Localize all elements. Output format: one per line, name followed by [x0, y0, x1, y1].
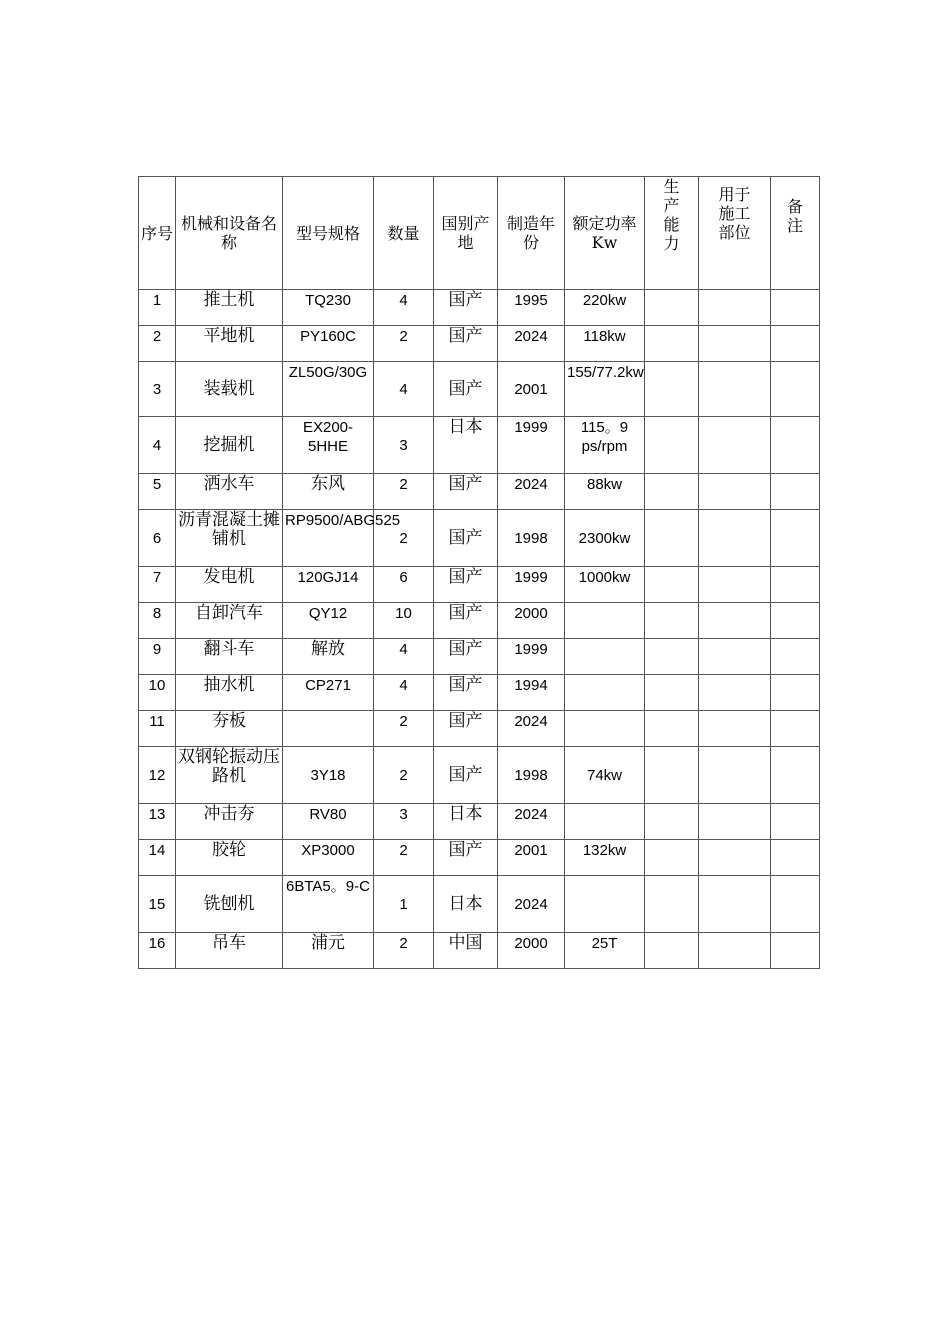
cell-usage — [699, 567, 771, 603]
table-row — [139, 711, 820, 747]
header-cell-index: 序号 — [139, 177, 176, 290]
cell-power: 115。9 ps/rpm — [565, 417, 645, 474]
cell-remarks — [771, 510, 820, 567]
table-row — [139, 417, 820, 474]
cell-index: 8 — [139, 603, 176, 639]
header-cell-power: 额定功率 Kw — [565, 177, 645, 290]
cell-index: 5 — [139, 474, 176, 510]
header-cell-name: 机械和设备名称 — [176, 177, 283, 290]
cell-usage — [699, 362, 771, 417]
cell-year: 1998 — [498, 747, 565, 804]
cell-name: 自卸汽车 — [176, 603, 283, 639]
cell-remarks — [771, 804, 820, 840]
cell-model: EX200-5HHE — [283, 417, 374, 474]
cell-name: 沥青混凝土摊铺机 — [176, 510, 283, 567]
header-cell-model: 型号规格 — [283, 177, 374, 290]
cell-usage — [699, 711, 771, 747]
cell-remarks — [771, 603, 820, 639]
cell-power: 74kw — [565, 747, 645, 804]
cell-usage — [699, 933, 771, 969]
cell-name: 冲击夯 — [176, 804, 283, 840]
table-row — [139, 747, 820, 804]
cell-year: 2000 — [498, 933, 565, 969]
cell-usage — [699, 326, 771, 362]
cell-power — [565, 804, 645, 840]
cell-quantity: 4 — [374, 362, 434, 417]
table-row — [139, 510, 820, 567]
cell-name: 平地机 — [176, 326, 283, 362]
table-row — [139, 675, 820, 711]
table-row — [139, 326, 820, 362]
cell-quantity: 2 — [374, 474, 434, 510]
cell-power: 118kw — [565, 326, 645, 362]
cell-model: 解放 — [283, 639, 374, 675]
cell-capacity — [645, 362, 699, 417]
cell-index: 6 — [139, 510, 176, 567]
cell-name: 挖掘机 — [176, 417, 283, 474]
table-row — [139, 362, 820, 417]
cell-capacity — [645, 933, 699, 969]
cell-year: 2001 — [498, 840, 565, 876]
cell-capacity — [645, 510, 699, 567]
cell-quantity: 4 — [374, 290, 434, 326]
cell-quantity: 4 — [374, 675, 434, 711]
cell-model: RV80 — [283, 804, 374, 840]
cell-quantity: 2 — [374, 933, 434, 969]
cell-power — [565, 603, 645, 639]
cell-power — [565, 675, 645, 711]
cell-usage — [699, 417, 771, 474]
cell-capacity — [645, 747, 699, 804]
cell-model: CP271 — [283, 675, 374, 711]
cell-year: 1999 — [498, 567, 565, 603]
cell-year: 1994 — [498, 675, 565, 711]
table-row — [139, 290, 820, 326]
cell-origin: 国产 — [434, 711, 498, 747]
header-cell-usage: 用于施工部位 — [699, 177, 771, 290]
cell-capacity — [645, 840, 699, 876]
cell-name: 吊车 — [176, 933, 283, 969]
header-cell-capacity: 生产能力 — [645, 177, 699, 290]
cell-name: 抽水机 — [176, 675, 283, 711]
cell-year: 2024 — [498, 326, 565, 362]
cell-remarks — [771, 747, 820, 804]
header-cell-origin: 国别产地 — [434, 177, 498, 290]
cell-model: 3Y18 — [283, 747, 374, 804]
cell-remarks — [771, 290, 820, 326]
cell-index: 9 — [139, 639, 176, 675]
cell-year: 1995 — [498, 290, 565, 326]
cell-year: 2024 — [498, 804, 565, 840]
cell-origin: 国产 — [434, 675, 498, 711]
cell-quantity: 3 — [374, 417, 434, 474]
cell-remarks — [771, 567, 820, 603]
cell-index: 4 — [139, 417, 176, 474]
cell-remarks — [771, 362, 820, 417]
cell-name: 铣刨机 — [176, 876, 283, 933]
cell-usage — [699, 876, 771, 933]
cell-origin: 国产 — [434, 603, 498, 639]
cell-power: 1000kw — [565, 567, 645, 603]
table-row — [139, 804, 820, 840]
cell-model: RP9500/ABG525 — [283, 510, 374, 567]
cell-origin: 日本 — [434, 804, 498, 840]
cell-index: 3 — [139, 362, 176, 417]
cell-remarks — [771, 326, 820, 362]
cell-year: 2024 — [498, 876, 565, 933]
cell-remarks — [771, 876, 820, 933]
cell-model: 120GJ14 — [283, 567, 374, 603]
cell-capacity — [645, 417, 699, 474]
cell-capacity — [645, 567, 699, 603]
cell-name: 胶轮 — [176, 840, 283, 876]
cell-year: 1999 — [498, 639, 565, 675]
cell-quantity: 2 — [374, 510, 434, 567]
cell-name: 装载机 — [176, 362, 283, 417]
cell-name: 双钢轮振动压路机 — [176, 747, 283, 804]
cell-name: 洒水车 — [176, 474, 283, 510]
table-row — [139, 639, 820, 675]
cell-power: 220kw — [565, 290, 645, 326]
cell-quantity: 2 — [374, 326, 434, 362]
cell-model: 浦元 — [283, 933, 374, 969]
cell-quantity: 6 — [374, 567, 434, 603]
cell-model: 6BTA5。9-C — [283, 876, 374, 933]
cell-capacity — [645, 326, 699, 362]
cell-quantity: 4 — [374, 639, 434, 675]
cell-year: 1998 — [498, 510, 565, 567]
cell-power — [565, 639, 645, 675]
cell-index: 12 — [139, 747, 176, 804]
cell-usage — [699, 840, 771, 876]
cell-usage — [699, 804, 771, 840]
cell-origin: 国产 — [434, 567, 498, 603]
cell-year: 2024 — [498, 711, 565, 747]
cell-index: 7 — [139, 567, 176, 603]
cell-remarks — [771, 474, 820, 510]
cell-name: 推土机 — [176, 290, 283, 326]
cell-usage — [699, 603, 771, 639]
cell-origin: 国产 — [434, 747, 498, 804]
cell-model: TQ230 — [283, 290, 374, 326]
cell-power: 25T — [565, 933, 645, 969]
cell-model: QY12 — [283, 603, 374, 639]
cell-power — [565, 876, 645, 933]
cell-remarks — [771, 711, 820, 747]
cell-index: 11 — [139, 711, 176, 747]
table-row — [139, 567, 820, 603]
table-row — [139, 474, 820, 510]
cell-origin: 日本 — [434, 876, 498, 933]
cell-quantity: 2 — [374, 711, 434, 747]
cell-capacity — [645, 639, 699, 675]
cell-usage — [699, 474, 771, 510]
cell-model: PY160C — [283, 326, 374, 362]
cell-origin: 国产 — [434, 326, 498, 362]
cell-origin: 国产 — [434, 840, 498, 876]
cell-usage — [699, 639, 771, 675]
cell-power: 88kw — [565, 474, 645, 510]
cell-index: 15 — [139, 876, 176, 933]
cell-capacity — [645, 290, 699, 326]
table-row — [139, 840, 820, 876]
cell-remarks — [771, 933, 820, 969]
cell-quantity: 1 — [374, 876, 434, 933]
table-row — [139, 603, 820, 639]
cell-model: XP3000 — [283, 840, 374, 876]
cell-usage — [699, 747, 771, 804]
cell-capacity — [645, 876, 699, 933]
cell-capacity — [645, 711, 699, 747]
table-row — [139, 876, 820, 933]
header-row — [139, 177, 820, 290]
cell-origin: 国产 — [434, 639, 498, 675]
cell-power: 155/77.2kw — [565, 362, 645, 417]
cell-index: 16 — [139, 933, 176, 969]
cell-remarks — [771, 675, 820, 711]
cell-year: 2001 — [498, 362, 565, 417]
cell-index: 2 — [139, 326, 176, 362]
cell-year: 2000 — [498, 603, 565, 639]
cell-remarks — [771, 840, 820, 876]
cell-name: 夯板 — [176, 711, 283, 747]
cell-origin: 国产 — [434, 290, 498, 326]
cell-index: 14 — [139, 840, 176, 876]
cell-quantity: 2 — [374, 840, 434, 876]
cell-origin: 国产 — [434, 510, 498, 567]
cell-year: 1999 — [498, 417, 565, 474]
cell-usage — [699, 675, 771, 711]
cell-model: ZL50G/30G — [283, 362, 374, 417]
cell-usage — [699, 510, 771, 567]
cell-capacity — [645, 474, 699, 510]
cell-quantity: 10 — [374, 603, 434, 639]
cell-index: 13 — [139, 804, 176, 840]
cell-origin: 国产 — [434, 362, 498, 417]
cell-origin: 中国 — [434, 933, 498, 969]
header-cell-year: 制造年份 — [498, 177, 565, 290]
cell-capacity — [645, 675, 699, 711]
cell-quantity: 2 — [374, 747, 434, 804]
cell-model — [283, 711, 374, 747]
cell-origin: 国产 — [434, 474, 498, 510]
cell-year: 2024 — [498, 474, 565, 510]
cell-index: 10 — [139, 675, 176, 711]
cell-remarks — [771, 417, 820, 474]
table-body — [139, 290, 820, 969]
header-cell-remarks: 备注 — [771, 177, 820, 290]
cell-name: 翻斗车 — [176, 639, 283, 675]
cell-power: 132kw — [565, 840, 645, 876]
cell-model: 东风 — [283, 474, 374, 510]
cell-power: 2300kw — [565, 510, 645, 567]
cell-remarks — [771, 639, 820, 675]
cell-capacity — [645, 804, 699, 840]
cell-quantity: 3 — [374, 804, 434, 840]
equipment-table — [138, 176, 820, 969]
cell-name: 发电机 — [176, 567, 283, 603]
cell-power — [565, 711, 645, 747]
table-row — [139, 933, 820, 969]
cell-origin: 日本 — [434, 417, 498, 474]
cell-usage — [699, 290, 771, 326]
cell-index: 1 — [139, 290, 176, 326]
cell-capacity — [645, 603, 699, 639]
header-cell-quantity: 数量 — [374, 177, 434, 290]
